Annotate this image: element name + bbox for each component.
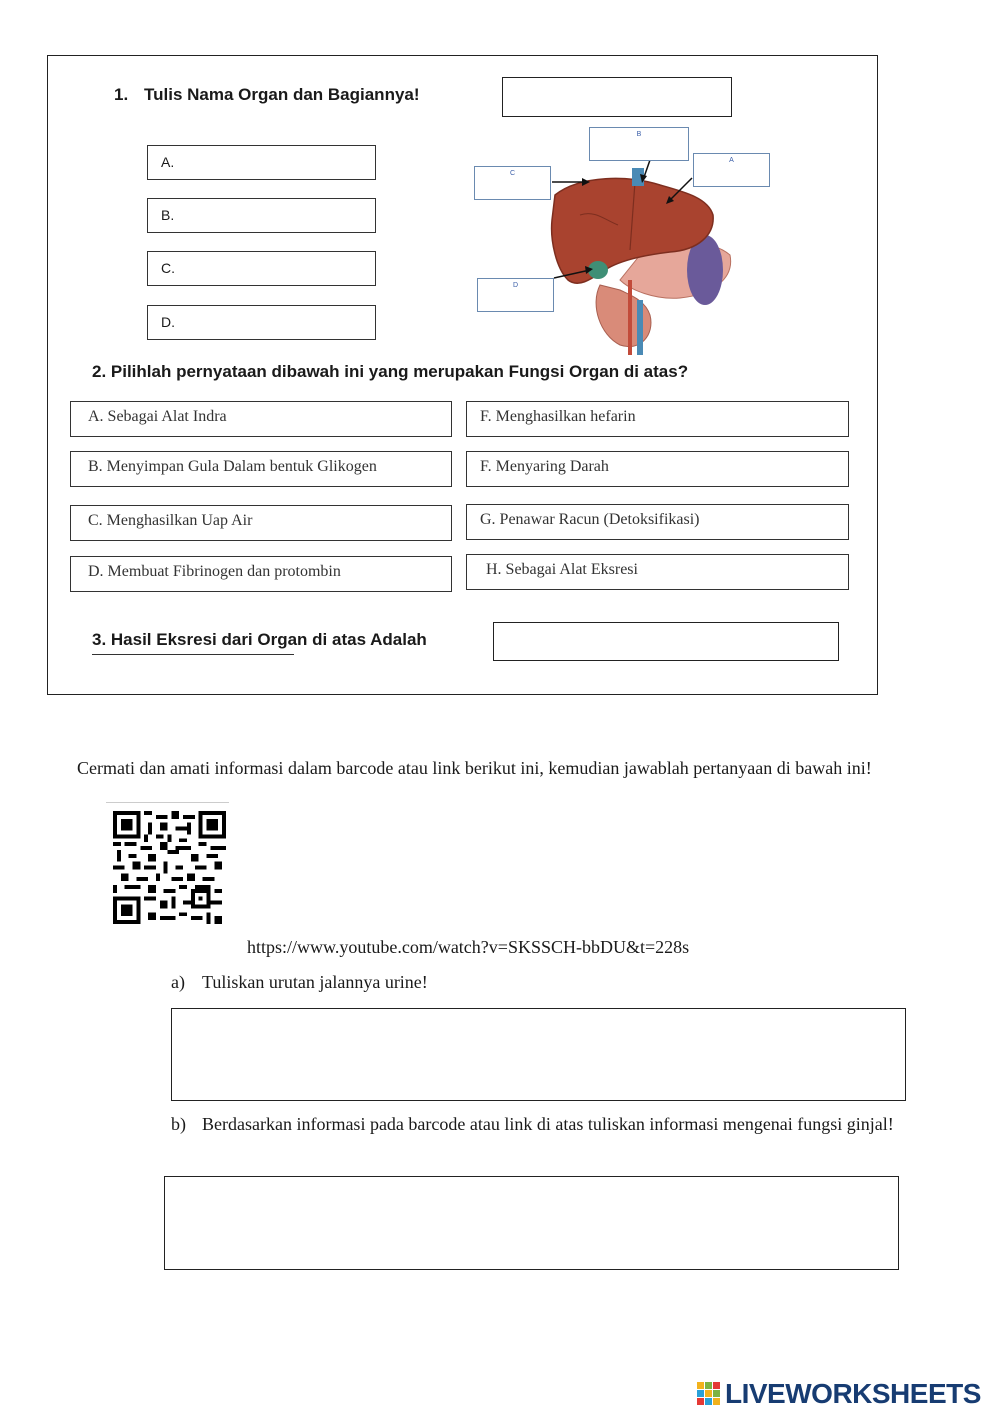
option-right-3[interactable]: G. Penawar Racun (Detoksifikasi) [466,504,849,540]
option-left-1[interactable]: A. Sebagai Alat Indra [70,401,452,437]
question-1-title: 1. Tulis Nama Organ dan Bagiannya! [114,85,420,104]
excretion-answer-input[interactable] [493,622,839,661]
question-3-title: 3. Hasil Eksresi dari Organ di atas Adalah [92,630,427,649]
liveworksheets-icon [697,1382,721,1406]
qr-code [113,811,226,924]
answer-box-d[interactable]: D. [147,305,376,340]
answer-box-b[interactable]: B. [147,198,376,233]
option-right-1[interactable]: F. Menghasilkan hefarin [466,401,849,437]
question-2-title: 2. Pilihlah pernyataan dibawah ini yang merupakan Fungsi Organ di atas? [92,362,689,381]
question-b: b) Berdasarkan informasi pada barcode atau link di atas tuliskan informasi mengenai fungsi ginjal! [171,1114,894,1134]
video-link[interactable]: https://www.youtube.com/watch?v=SKSSCH-bbDU&t=228s [247,937,690,957]
brand-logo: LIVEWORKSHEETS [697,1378,981,1410]
answer-area-a[interactable] [171,1008,906,1101]
option-left-3[interactable]: C. Menghasilkan Uap Air [70,505,452,541]
instruction-text: Cermati dan amati informasi dalam barcode atau link berikut ini, kemudian jawablah pertanyaan di bawah ini! [77,758,872,778]
organ-name-input[interactable] [502,77,732,117]
option-left-2[interactable]: B. Menyimpan Gula Dalam bentuk Glikogen [70,451,452,487]
option-right-4[interactable]: H. Sebagai Alat Eksresi [466,554,849,590]
diagram-label-a[interactable]: A [693,153,770,187]
title-underline [92,654,294,655]
question-a: a) Tuliskan urutan jalannya urine! [171,972,428,992]
option-right-2[interactable]: F. Menyaring Darah [466,451,849,487]
diagram-label-b[interactable]: B [589,127,689,161]
option-left-4[interactable]: D. Membuat Fibrinogen dan protombin [70,556,452,592]
diagram-label-d[interactable]: D [477,278,554,312]
diagram-label-c[interactable]: C [474,166,551,200]
answer-area-b[interactable] [164,1176,899,1270]
answer-box-c[interactable]: C. [147,251,376,286]
divider [106,802,229,803]
answer-box-a[interactable]: A. [147,145,376,180]
